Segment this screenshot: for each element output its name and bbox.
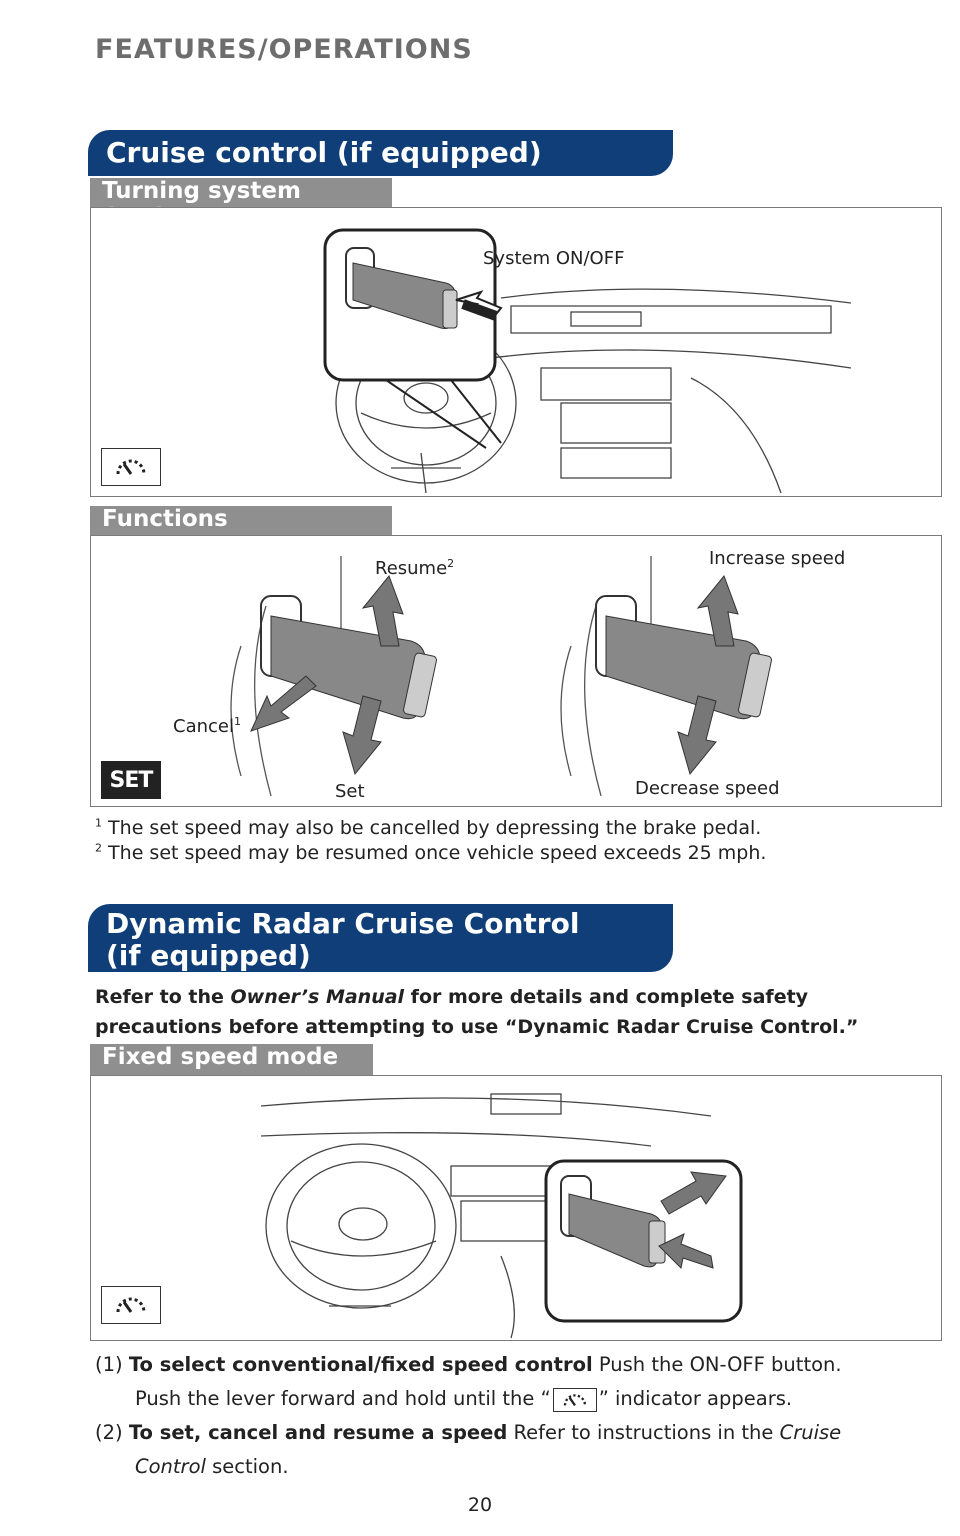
step-2: (2) To set, cancel and resume a speed Refer to instructions in the Cruise [95,1421,842,1444]
arrow-down-icon [343,696,381,774]
label-increase-speed: Increase speed [709,548,846,569]
label-resume: Resume$^2$ [375,557,455,579]
functions-illustration-box [90,535,942,807]
tab-fixed-speed-mode: Fixed speed mode [90,1044,373,1076]
arrow-left-icon [251,676,316,731]
section-title-cruise: Cruise control (if equipped) [88,130,673,176]
section-title-dynamic-radar: Dynamic Radar Cruise Control (if equipped) [88,904,673,972]
cruise-indicator [101,1286,161,1324]
page-header: FEATURES/OPERATIONS [95,34,473,65]
label-cancel: Cancel$^1$ [173,715,241,737]
cruise-indicator [101,448,161,486]
tab-functions: Functions [90,506,392,536]
step-2-line-2: Control section. [135,1455,289,1478]
lever-right [596,596,772,719]
set-indicator: SET [101,761,161,799]
intro-text: Refer to the Owner’s Manual for more details and complete safety precautions before attempting to use “Dynamic Radar Cruise Control.” [95,986,859,1038]
footnote-2: $^2$ The set speed may be resumed once vehicle speed exceeds 25 mph. [95,841,767,864]
page-number: 20 [467,1494,493,1516]
step-1: (1) To select conventional/fixed speed control Push the ON-OFF button. [95,1353,842,1376]
arrow-down-icon [678,696,716,774]
label-decrease-speed: Decrease speed [635,778,780,799]
speedometer-icon [114,1292,148,1318]
label-set: Set [335,781,365,802]
fixed-speed-illustration-box [90,1075,942,1341]
functions-illustration [91,536,943,808]
onoff-illustration-box [90,207,942,497]
speedometer-icon [553,1388,597,1412]
footnote-1: $^1$ The set speed may also be cancelled by depressing the brake pedal. [95,816,762,839]
instructions [95,1350,915,1486]
speedometer-icon [114,454,148,480]
tab-turning-onoff: Turning system [90,178,392,208]
label-system-onoff: System ON/OFF [483,248,625,269]
footnotes [95,816,766,866]
step-1-line-2: Push the lever forward and hold until the “ ” indicator appears. [135,1387,793,1410]
fixed-speed-illustration [91,1076,943,1342]
